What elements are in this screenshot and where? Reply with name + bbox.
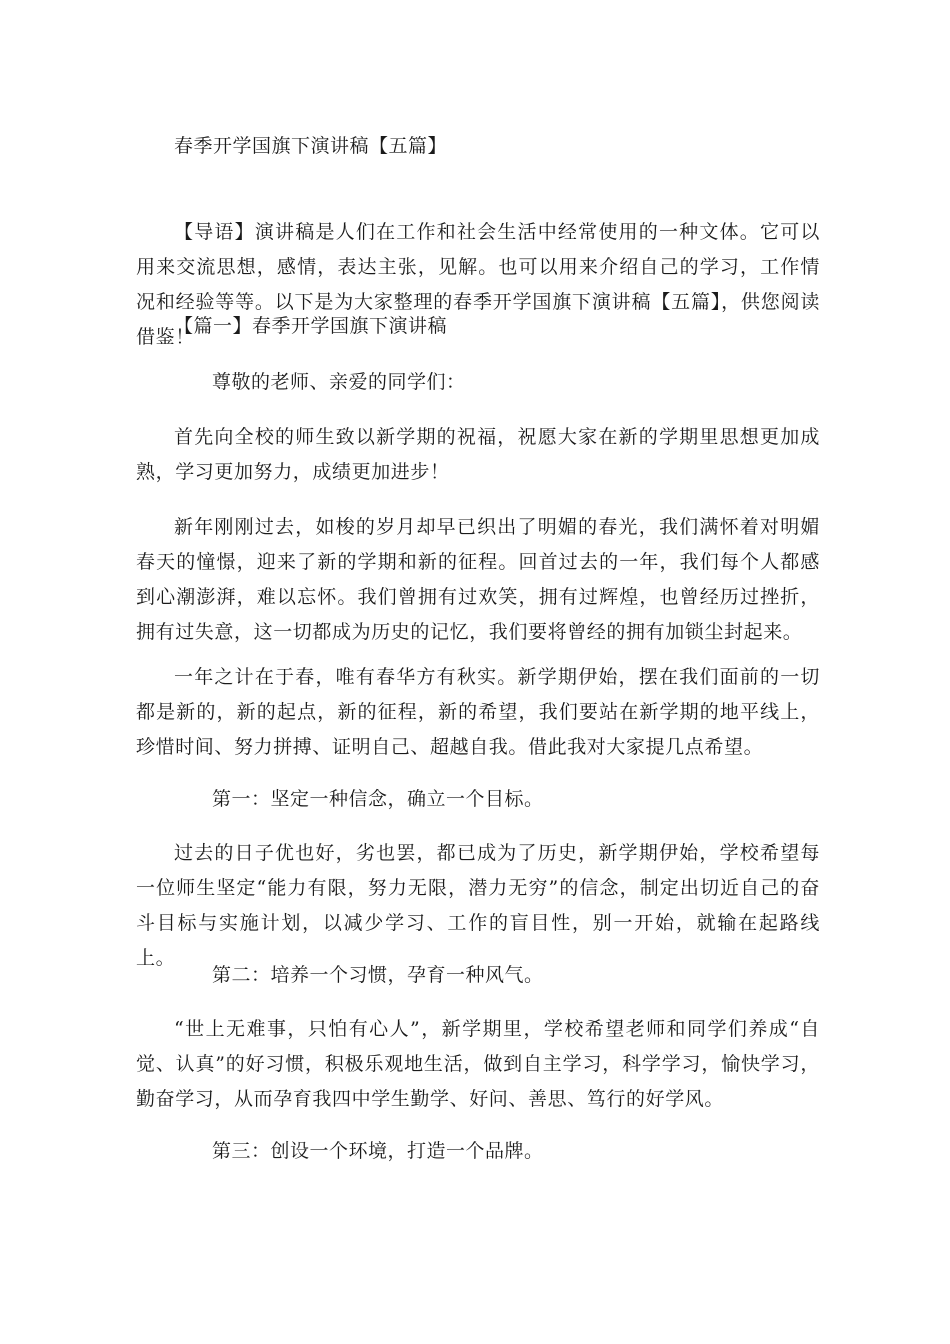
paragraph-point-two: “世上无难事，只怕有心人”，新学期里，学校希望老师和同学们养成“自觉、认真”的好习惯，积极乐观地生活，做到自主学习，科学学习，愉快学习，勤奋学习，从而孕育我四中学生勤学、好问、善思、笃行的好学风。	[136, 1018, 820, 1110]
document-title: 春季开学国旗下演讲稿【五篇】	[174, 135, 448, 157]
greeting-line: 尊敬的老师、亲爱的同学们：	[212, 371, 466, 393]
point-one-heading: 第一：坚定一种信念，确立一个目标。	[212, 788, 544, 810]
intro-paragraph: 【导语】演讲稿是人们在工作和社会生活中经常使用的一种文体。它可以用来交流思想，感情，表达主张，见解。也可以用来介绍自己的学习，工作情况和经验等等。以下是为大家整理的春季开学国旗下演讲稿【五篇】，供您阅读借鉴！	[136, 221, 820, 348]
paragraph-blessing: 首先向全校的师生致以新学期的祝福，祝愿大家在新的学期里思想更加成熟，学习更加努力，成绩更加进步！	[136, 426, 820, 483]
paragraph-point-one: 过去的日子优也好，劣也罢，都已成为了历史，新学期伊始，学校希望每一位师生坚定“能力有限，努力无限，潜力无穷”的信念，制定出切近自己的奋斗目标与实施计划，以减少学习、工作的盲目性，别一开始，就输在起路线上。	[136, 842, 820, 969]
point-two-heading: 第二：培养一个习惯，孕育一种风气。	[212, 964, 544, 986]
paragraph-new-year: 新年刚刚过去，如梭的岁月却早已织出了明媚的春光，我们满怀着对明媚春天的憧憬，迎来了新的学期和新的征程。回首过去的一年，我们每个人都感到心潮澎湃，难以忘怀。我们曾拥有过欢笑，拥有过辉煌，也曾经历过挫折，拥有过失意，这一切都成为历史的记忆，我们要将曾经的拥有加锁尘封起来。	[136, 516, 820, 643]
point-three-heading: 第三：创设一个环境，打造一个品牌。	[212, 1140, 544, 1162]
section-heading: 【篇一】春季开学国旗下演讲稿	[174, 315, 448, 337]
paragraph-spring: 一年之计在于春，唯有春华方有秋实。新学期伊始，摆在我们面前的一切都是新的，新的起点，新的征程，新的希望，我们要站在新学期的地平线上，珍惜时间、努力拼搏、证明自己、超越自我。借此我对大家提几点希望。	[136, 666, 820, 758]
